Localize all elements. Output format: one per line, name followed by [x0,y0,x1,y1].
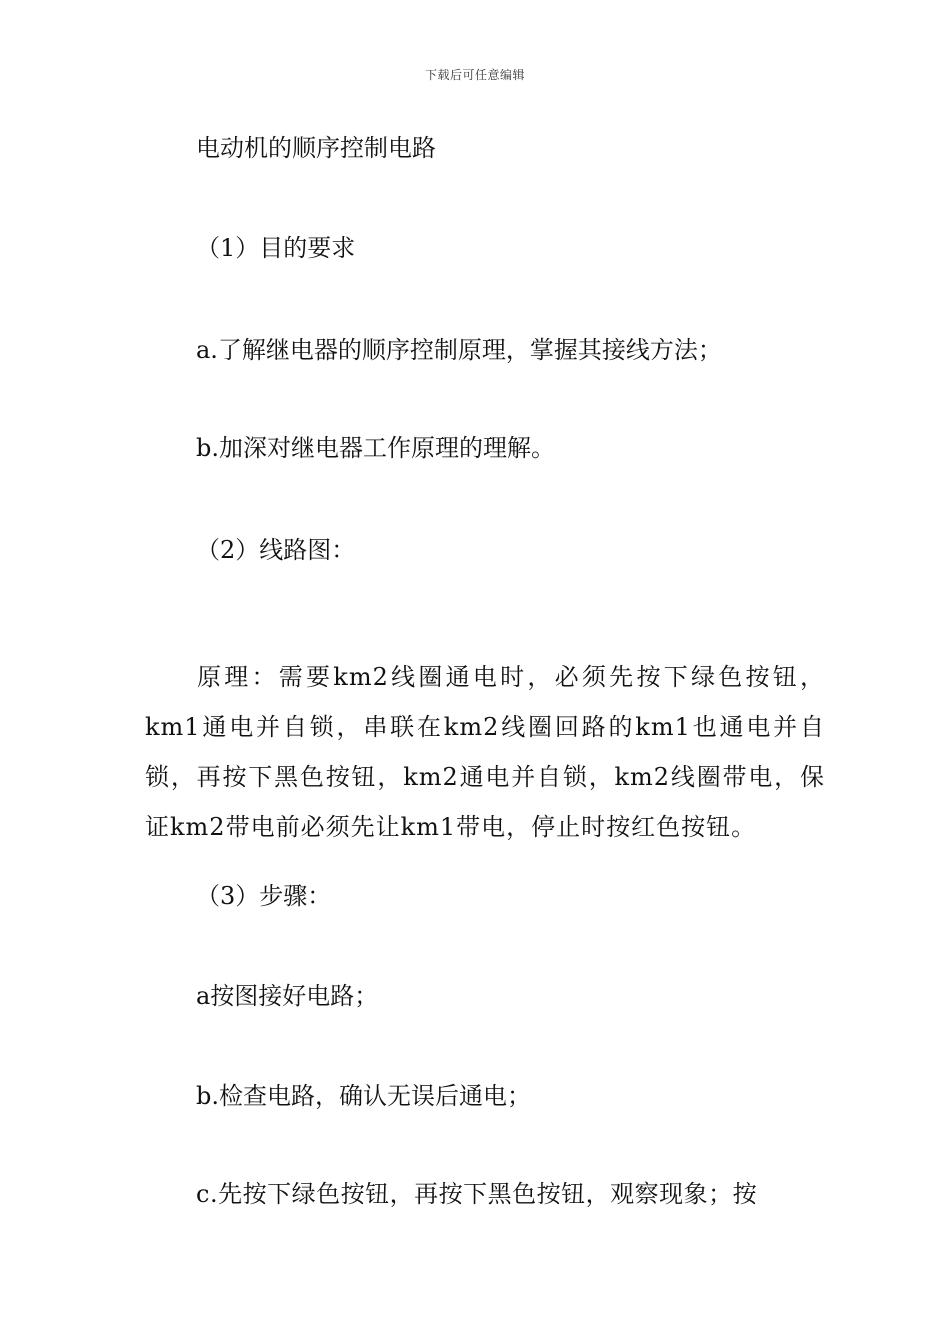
step-item-c: c.先按下绿色按钮，再按下黑色按钮，观察现象；按 [196,1180,758,1208]
principle-paragraph: 原理：需要km2线圈通电时，必须先按下绿色按钮，km1通电并自锁，串联在km2线圈回路的km1也通电并自锁，再按下黑色按钮，km2通电并自锁，km2线圈带电，保证km2带电前必须先让km1带电，停止时按红色按钮。 [145,663,825,841]
goal-item-a: a.了解继电器的顺序控制原理，掌握其接线方法； [196,336,722,364]
section-heading-goals: （1）目的要求 [196,234,356,262]
document-title: 电动机的顺序控制电路 [196,134,436,162]
goal-item-b: b.加深对继电器工作原理的理解。 [196,434,555,462]
step-item-a: a按图接好电路； [196,982,379,1010]
header-note: 下载后可任意编辑 [424,68,525,82]
section-heading-steps: （3）步骤： [196,882,332,910]
step-item-b: b.检查电路，确认无误后通电； [196,1082,531,1110]
section-heading-circuit: （2）线路图： [196,536,356,564]
